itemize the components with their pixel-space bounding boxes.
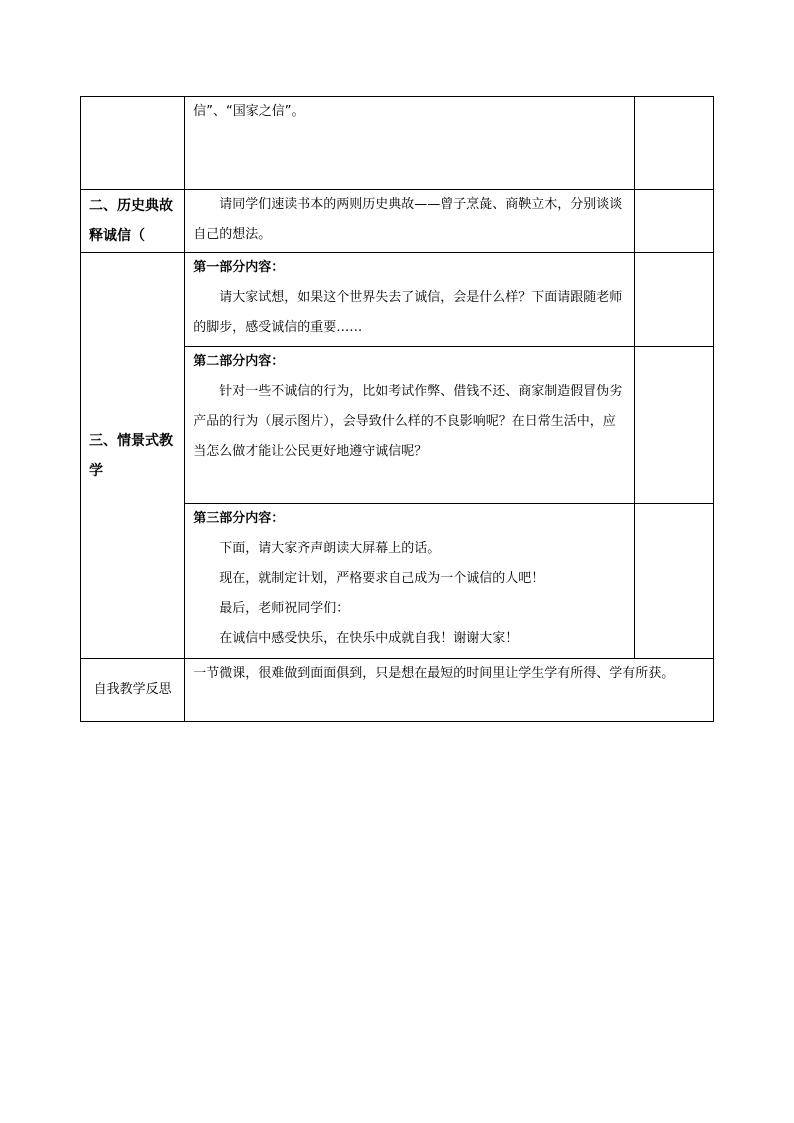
history-label: 二、历史典故释诚信（ [81, 190, 185, 253]
situation-part1-row [81, 253, 714, 347]
intro-content-cell [185, 97, 635, 190]
part3-line: 在诚信中感受快乐，在快乐中成就自我！谢谢大家！ [219, 631, 519, 646]
intro-content: 信”、“国家之信”。 [193, 104, 305, 119]
history-notes-cell [635, 190, 714, 253]
intro-notes-cell [635, 97, 714, 190]
part2-notes-cell [635, 347, 714, 504]
part1-cell [185, 253, 635, 347]
history-row [81, 190, 714, 253]
part3-cell [185, 504, 635, 659]
part3-notes-cell [635, 504, 714, 659]
part2-heading: 第二部分内容： [193, 354, 285, 369]
part3-line: 现在，就制定计划，严格要求自己成为一个诚信的人吧！ [219, 571, 545, 586]
part3-line: 最后，老师祝同学们： [219, 601, 350, 616]
history-content: 请同学们速读书本的两则历史典故——曾子烹彘、商鞅立木，分别谈谈自己的想法。 [193, 197, 623, 242]
part1-text: 请大家试想，如果这个世界失去了诚信，会是什么样？下面请跟随老师的脚步，感受诚信的重要…… [193, 290, 623, 335]
part2-text: 针对一些不诚信的行为，比如考试作弊、借钱不还、商家制造假冒伪劣产品的行为（展示图片），会导致什么样的不良影响呢？在日常生活中，应当怎么做才能让公民更好地遵守诚信呢？ [193, 384, 623, 459]
part2-cell [185, 347, 635, 504]
reflection-content: 一节微课，很难做到面面俱到，只是想在最短的时间里让学生学有所得、学有所获。 [193, 666, 675, 681]
reflection-row [81, 659, 714, 722]
intro-row [81, 97, 714, 190]
part3-line: 下面，请大家齐声朗读大屏幕上的话。 [219, 541, 441, 556]
reflection-label: 自我教学反思 [81, 659, 185, 722]
situation-label: 三、情景式教学 [81, 253, 185, 659]
part1-notes-cell [635, 253, 714, 347]
lesson-plan-table [80, 96, 714, 722]
part3-heading: 第三部分内容： [193, 511, 285, 526]
intro-label-cell [81, 97, 185, 190]
part1-heading: 第一部分内容： [193, 260, 285, 275]
reflection-content-cell [185, 659, 714, 722]
history-content-cell [185, 190, 635, 253]
